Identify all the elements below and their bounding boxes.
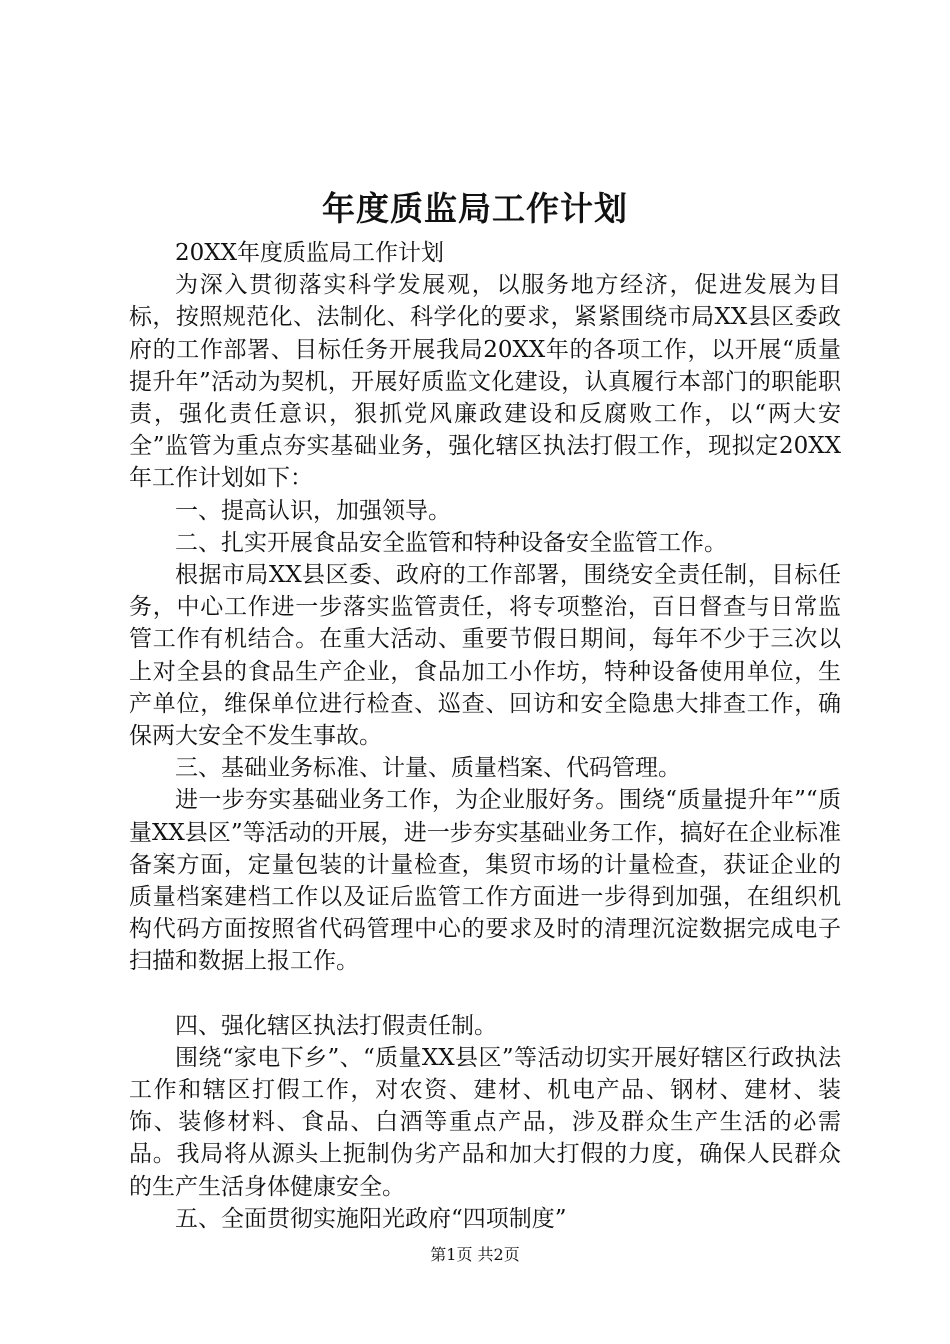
heading-section-3: 三、基础业务标准、计量、质量档案、代码管理。 — [175, 755, 681, 782]
paragraph-section-4: 围绕“家电下乡”、“质量XX县区”等活动切实开展好辖区行政执法工作和辖区打假工作，对农资、建材、机电产品、钢材、建材、装饰、装修材料、食品、白酒等重点产品，涉及群众生产生活的必需品。我局将从源头上扼制伪劣产品和加大打假的力度，确保人民群众的生产生活身体健康安全。 — [129, 1044, 841, 1200]
document-body — [129, 237, 841, 1235]
paragraph-intro: 为深入贯彻落实科学发展观，以服务地方经济，促进发展为目标，按照规范化、法制化、科学化的要求，紧紧围绕市局XX县区委政府的工作部署、目标任务开展我局20XX年的各项工作，以开展“质量提升年”活动为契机，开展好质监文化建设，认真履行本部门的职能职责，强化责任意识，狠抓党风廉政建设和反腐败工作，以“两大安全”监管为重点夯实基础业务，强化辖区执法打假工作，现拟定20XX年工作计划如下： — [129, 272, 841, 492]
heading-section-1: 一、提高认识，加强领导。 — [175, 497, 451, 524]
heading-section-4: 四、强化辖区执法打假责任制。 — [175, 1012, 497, 1039]
page-footer: 第1页 共2页 — [430, 1245, 520, 1264]
paragraph-subtitle: 20XX年度质监局工作计划 — [175, 240, 445, 266]
paragraph-section-2: 根据市局XX县区委、政府的工作部署，围绕安全责任制，目标任务，中心工作进一步落实监管责任，将专项整治，百日督查与日常监管工作有机结合。在重大活动、重要节假日期间，每年不少于三次以上对全县的食品生产企业，食品加工小作坊，特种设备使用单位，生产单位，维保单位进行检查、巡查、回访和安全隐患大排查工作，确保两大安全不发生事故。 — [129, 562, 841, 750]
heading-section-5: 五、全面贯彻实施阳光政府“四项制度” — [175, 1205, 567, 1232]
document-title: 年度质监局工作计划 — [322, 189, 628, 228]
heading-section-2: 二、扎实开展食品安全监管和特种设备安全监管工作。 — [175, 529, 727, 556]
paragraph-section-3: 进一步夯实基础业务工作，为企业服好务。围绕“质量提升年”“质量XX县区”等活动的开展，进一步夯实基础业务工作，搞好在企业标准备案方面，定量包装的计量检查，集贸市场的计量检查，获证企业的质量档案建档工作以及证后监管工作方面进一步得到加强，在组织机构代码方面按照省代码管理中心的要求及时的清理沉淀数据完成电子扫描和数据上报工作。 — [129, 787, 841, 975]
